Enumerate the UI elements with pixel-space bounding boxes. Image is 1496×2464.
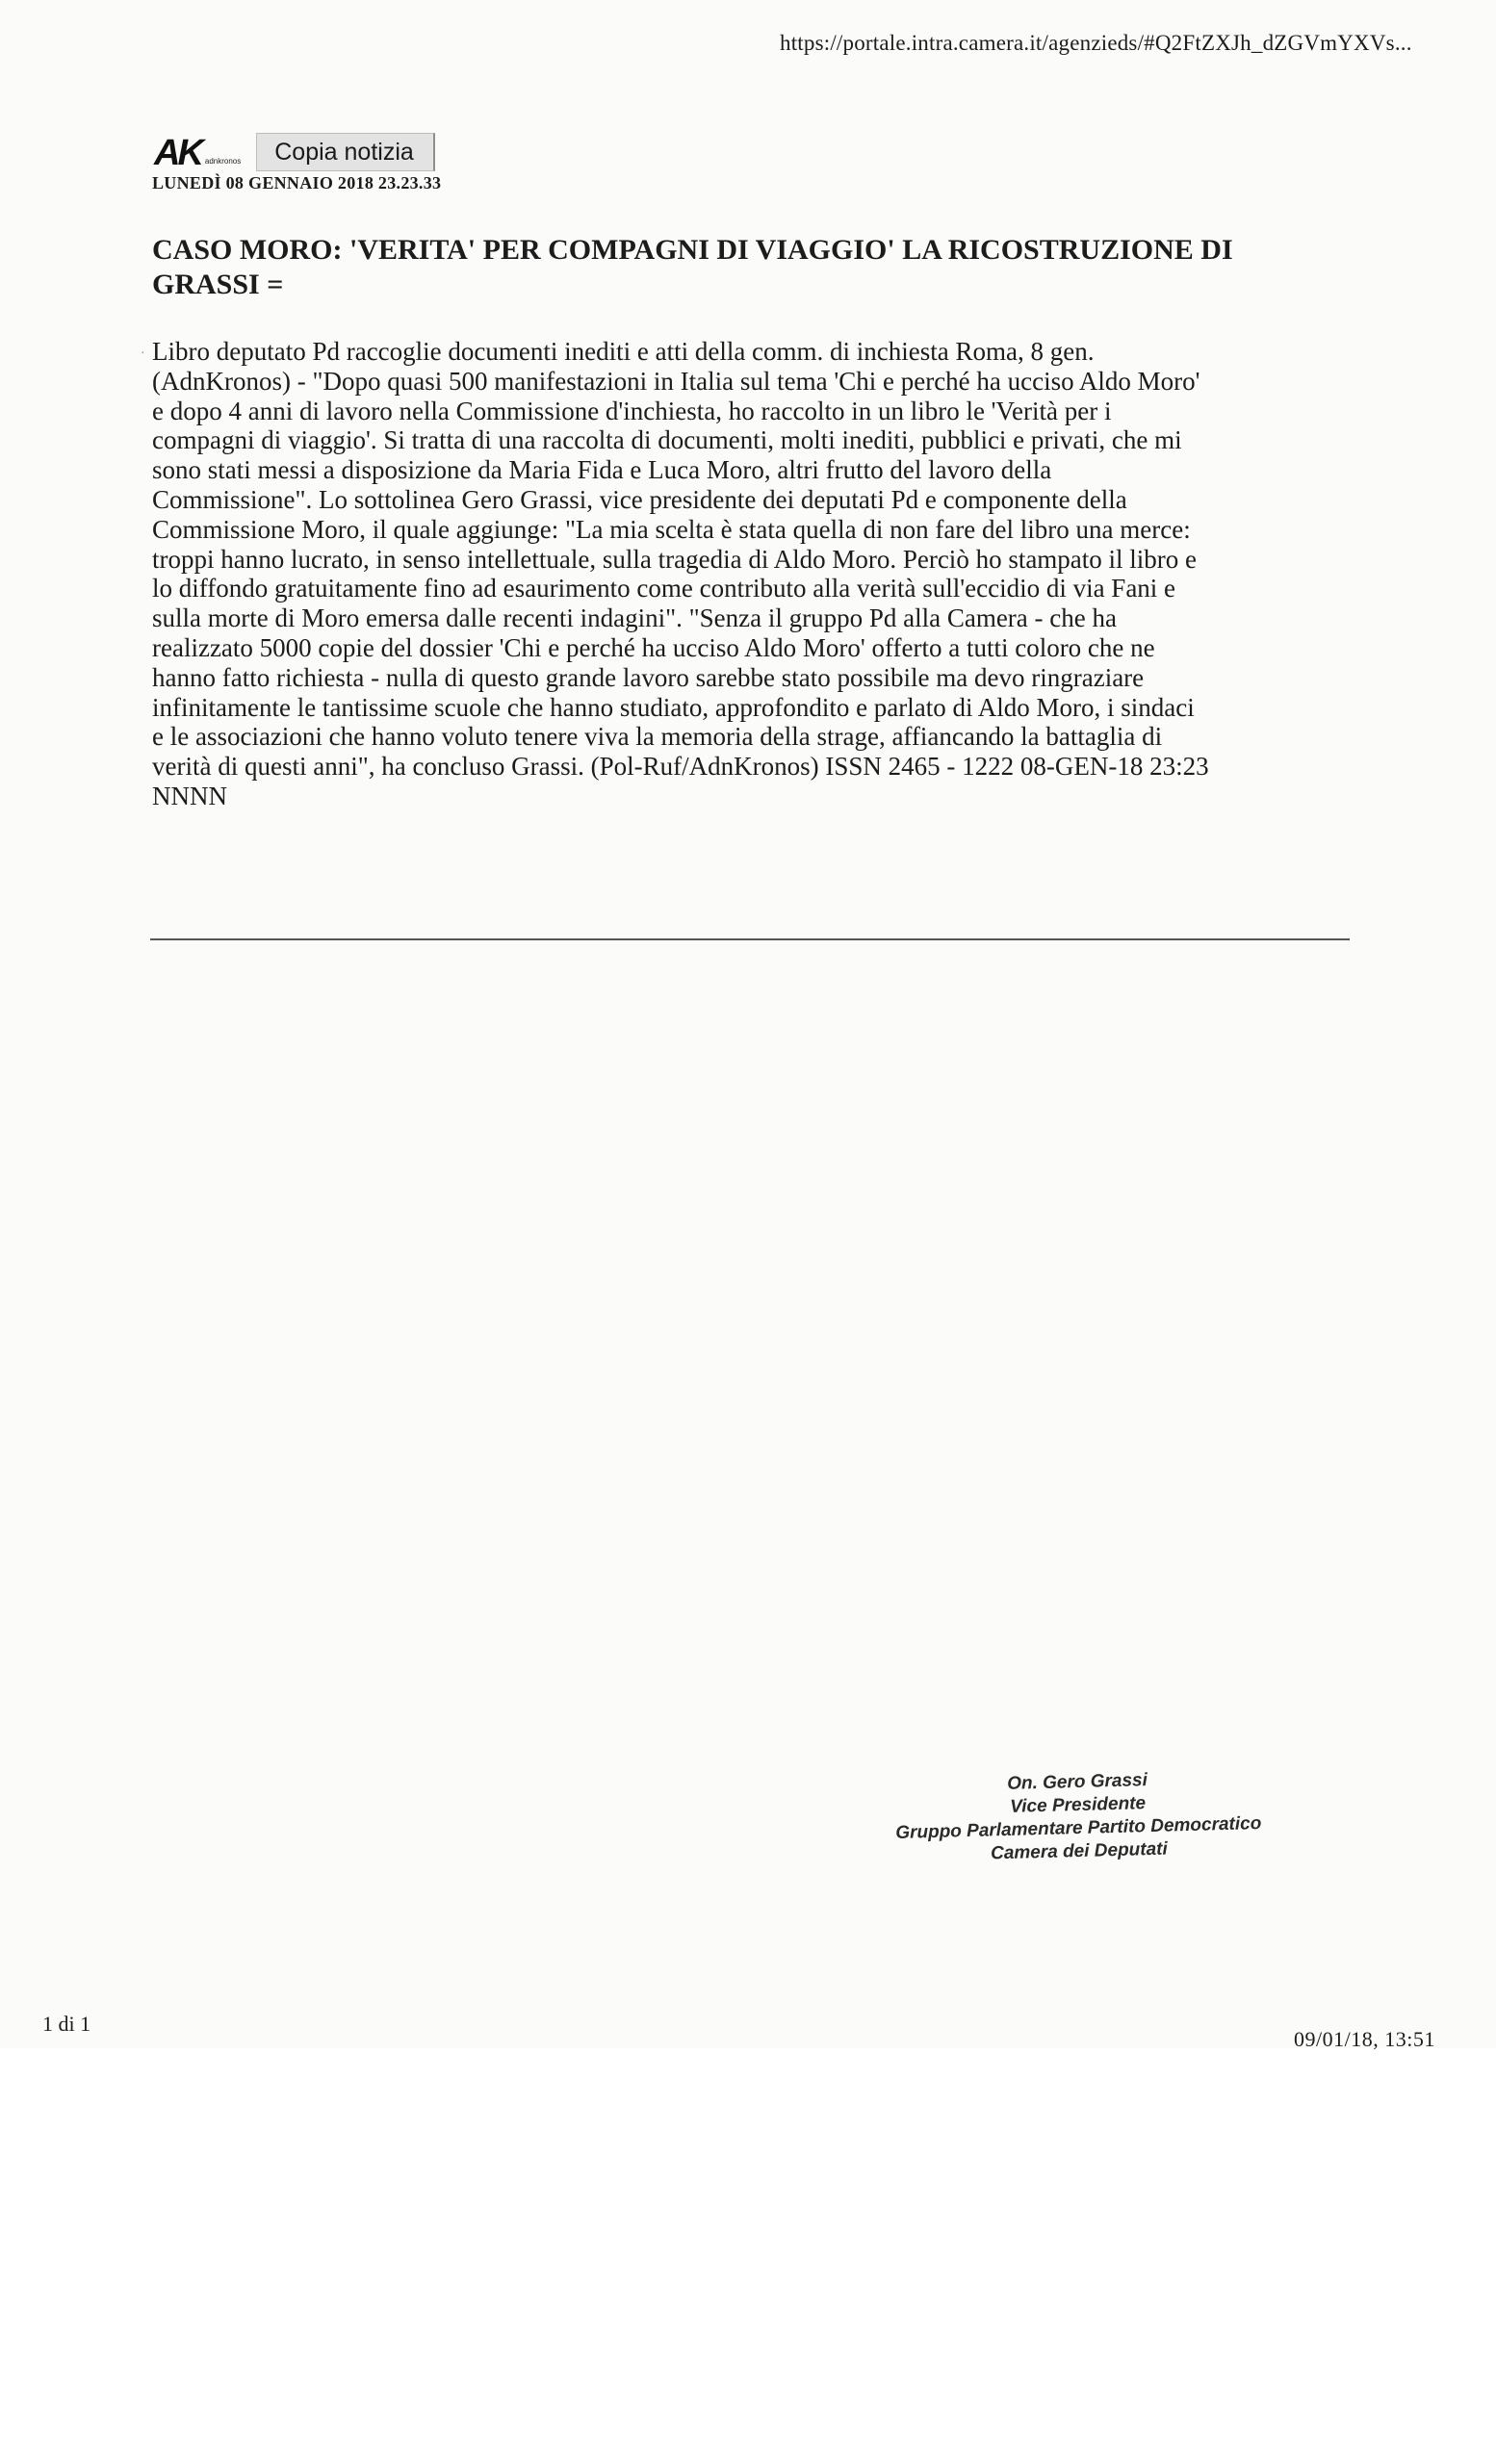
news-date: LUNEDÌ 08 GENNAIO 2018 23.23.33 <box>152 173 442 192</box>
signature-stamp <box>769 1763 1387 1872</box>
signature-name: On. Gero Grassi <box>1006 1770 1148 1794</box>
signature-role: Vice Presidente <box>1010 1793 1147 1817</box>
adnkronos-logo: AK <box>154 133 201 173</box>
signature-group: Gruppo Parlamentare Partito Democratico <box>895 1813 1262 1843</box>
agency-header <box>154 129 435 171</box>
copy-news-button[interactable]: Copia notizia <box>256 133 435 171</box>
news-headline: CASO MORO: 'VERITA' PER COMPAGNI DI VIAGGIO' LA RICOSTRUZIONE DI GRASSI = <box>152 234 1233 300</box>
page-count: 1 di 1 <box>42 2012 91 2036</box>
divider-line <box>150 938 1350 940</box>
page-url: https://portale.intra.camera.it/agenzieds/#Q2FtZXJh_dZGVmYXVs... <box>780 31 1412 55</box>
print-datetime: 09/01/18, 13:51 <box>1294 2027 1435 2051</box>
news-body: Libro deputato Pd raccoglie documenti inediti e atti della comm. di inchiesta Roma, 8 gen. (AdnKronos) - "Dopo quasi 500 manifestazioni in Italia sul tema 'Chi e perché ha ucciso Aldo Moro' e dopo 4 anni di lavoro nella Commissione d'inchiesta, ho raccolto in un libro le 'Verità per i compagni di viaggio'. Si tratta di una raccolta di documenti, molti inediti, pubblici e privati, che mi sono stati messi a disposizione da Maria Fida e Luca Moro, altri frutto del lavoro della Commissione". Lo sottolinea Gero Grassi, vice presidente dei deputati Pd e componente della Commissione Moro, il quale aggiunge: "La mia scelta è stata quella di non fare del libro una merce: troppi hanno lucrato, in senso intellettuale, sulla tragedia di Aldo Moro. Perciò ho stampato il libro e lo diffondo gratuitamente fino ad esaurimento come contributo alla verità sull'eccidio di via Fani e sulla morte di Moro emersa dalle recenti indagini". "Senza il gruppo Pd alla Camera - che ha realizzato 5000 copie del dossier 'Chi e perché ha ucciso Aldo Moro' offerto a tutti coloro che ne hanno fatto richiesta - nulla di questo grande lavoro sarebbe stato possibile ma devo ringraziare infinitamente le tantissime scuole che hanno studiato, approfondito e parlato di Aldo Moro, i sindaci e le associazioni che hanno voluto tenere viva la memoria della strage, affiancando la battaglia di verità di questi anni", ha concluso Grassi. (Pol-Ruf/AdnKronos) ISSN 2465 - 1222 08-GEN-18 23:23 NNNN <box>152 337 1209 810</box>
scan-dot: · <box>141 346 145 361</box>
adnkronos-logo-sub: adnkronos <box>204 157 242 166</box>
signature-chamber: Camera dei Deputati <box>990 1838 1169 1864</box>
